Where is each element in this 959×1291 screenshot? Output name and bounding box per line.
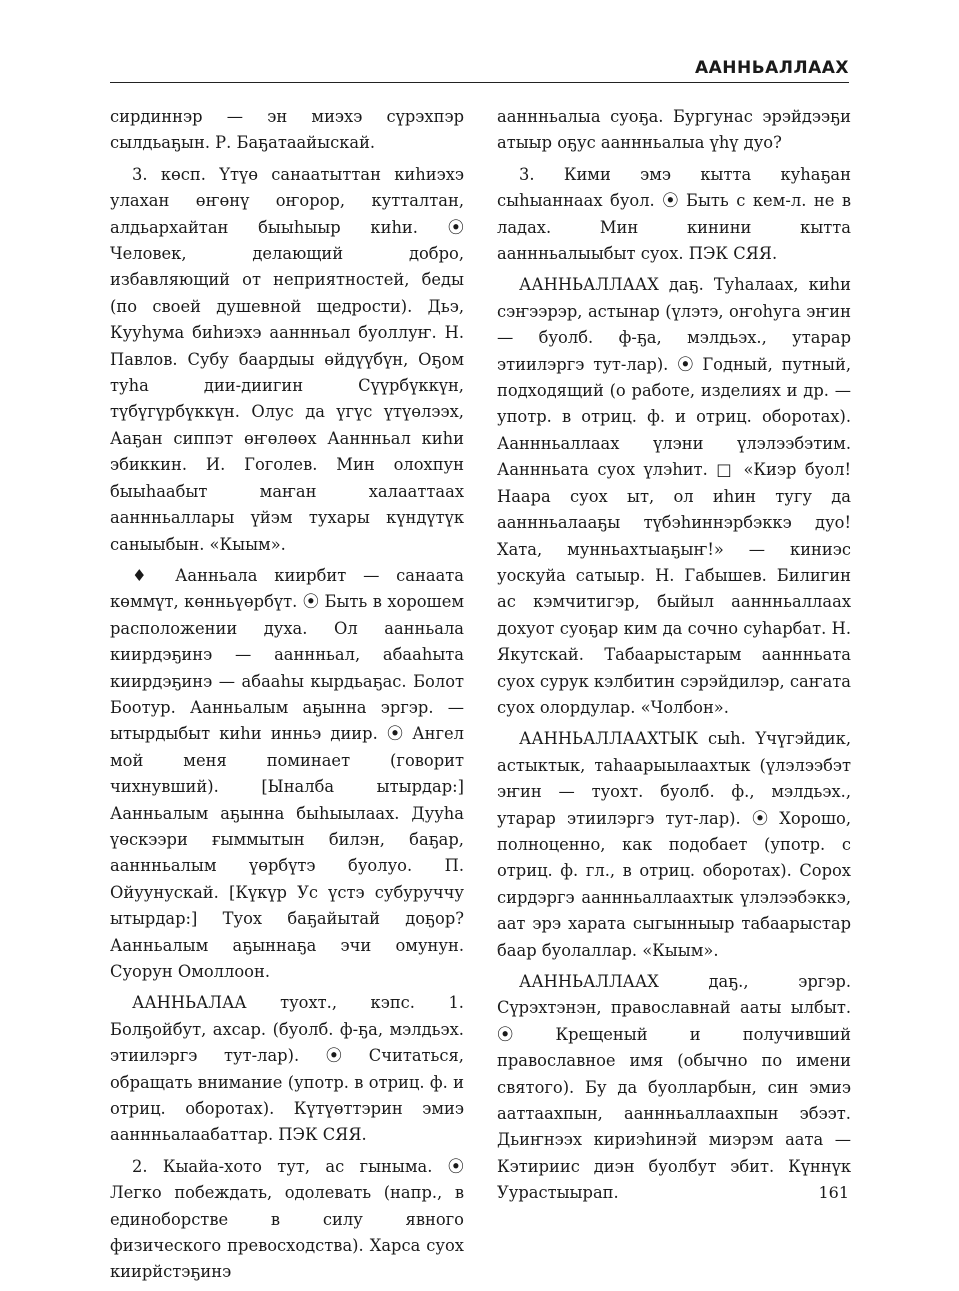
entry-paragraph: 2. Кыайа-хото тут, ас гыныма. ⦿ Легко побеждать, одолевать (напр., в единоборстве в силу явного физического превосходства). Харса суох киирйстэҕинэ xyxy=(110,1156,464,1282)
entry-paragraph: 3. Кими эмэ кытта куһаҕан сыһыаннаах буол. ⦿ Быть с кем-л. не в ладах. Мин кинини кытта ааннньалыыбыт суох. ПЭК СЯЯ. xyxy=(497,164,851,264)
entry-paragraph: сирдиннэр — эн миэхэ сүрэхпэр сылдьаҕын. Р. Баҕатаайыскай. xyxy=(110,107,464,153)
entry-paragraph: ааннньалыа суоҕа. Бургунас эрэйдээҕи атыыр оҕус ааннньалыа үһү дуо? xyxy=(497,107,851,153)
entry-paragraph: ААННЬАЛЛААХТЫК сыһ. Үчүгэйдик, астыктык, таһаарыылаахтык (үлэлээбэт эҥин — туохт. буолб. ф., мэлдьэх., утарар этиилэргэ тут-лар). ⦿ Хорошо, полноценно, как подобает (употр. с отриц. ф. гл., в отриц. оборотах). Сорох сирдэргэ ааннньаллаахтык үлэлээбэккэ, аат эрэ харата сыгынныыр табаарыстар баар буолаллар. «Кыым». xyxy=(497,729,851,960)
page-number: 161 xyxy=(818,1183,849,1202)
right-column xyxy=(497,104,851,1212)
header-rule xyxy=(110,82,849,83)
entry-paragraph: ААННЬАЛЛААХ даҕ., эргэр. Сүрэхтэнэн, православнай ааты ылбыт. ⦿ Крещеный и получивший православное имя (обычно по имени святого). Бу да буолларбын, син эмиэ ааттаахпын, ааннньаллаахпын эбээт. Дьиҥнээх кириэһинэй миэрэм аата — Кэтириис диэн буолбут эбит. Күннүк Уурастыырап. xyxy=(497,972,851,1203)
left-column xyxy=(110,104,464,1291)
entry-paragraph: ААННЬАЛЛААХ даҕ. Туһалаах, киһи сэҥээрэр, астынар (үлэтэ, оҥоһуга эҥин — буолб. ф-ҕа, мэлдьэх., утарар этиилэргэ тут-лар). ⦿ Годный, путный, подходящий (о работе, изделиях и др. — употр. в отриц. ф. и отриц. оборотах). Ааннньаллаах үлэни үлэлээбэтим. Ааннньата суох үлэһит. □ «Киэр буол! Наара суох ыт, ол иһин тугу да ааннньалааҕы түбэһиннэрбэккэ дуо! Хата, мунньахтыаҕыҥ!» — киниэс уоскуйа сатыыр. Н. Габышев. Билигин ас кэмчитигэр, быйыл ааннньаллаах дохуот суоҕар ким да сочно суһарбат. Н. Якутскай. Табаарыстарым ааннньата суох сурук кэлбитин сэрэйдилэр, саҥата суох олордулар. «Чолбон». xyxy=(497,275,851,717)
entry-paragraph: ♦ Аанньала киирбит — санаата көммүт, көнньүөрбүт. ⦿ Быть в хорошем расположении духа. Ол аанньала киирдэҕинэ — ааннньал, абааһыта киирдэҕинэ — абааһы кырдьаҕас. Болот Боотур. Аанньалым аҕынна эргэр. — ытырдыбыт киһи инньэ диир. ⦿ Ангел мой меня поминает (говорит чихнувший). [Ыналба ытырдар:] Аанньалым аҕынна быһыылаах. Дууһа үөскээри ғыммытын билэн, баҕар, ааннньалым үөрбүтэ буолуо. П. Ойуунускай. [Күкүр Ус үстэ субуруччу ытырдар:] Туох баҕайытай доҕор? Аанньалым аҕыннаҕа эчи омунун. Суорун Омоллоон. xyxy=(110,565,464,981)
entry-paragraph: 3. көсп. Үтүө санаатыттан киһиэхэ улахан өҥөнү оҥорор, кутталтан, алдьархайтан быыһыыр киһи. ⦿ Человек, делающий добро, избавляющий от неприятностей, беды (по своей душевной щедрости). Дьэ, Кууһума биһиэхэ ааннньал буоллуҥ. Н. Павлов. Субу баардыы өйдүүбүн, Оҕом туһа дии-диигин Сүүрбүккүн, түбүгүрбүккүн. Олус да үгүс үтүөлээх, Ааҕан сиппэт өҥөлөөх Ааннньал киһи эбиккин. И. Гоголев. Мин олохпун быыһаабыт маҥан халааттаах ааннньаллары үйэм тухары күндүтүк саныыбын. «Кыым». xyxy=(110,164,464,554)
running-head: ААННЬАЛЛААХ xyxy=(694,58,849,78)
entry-paragraph: ААННЬАЛАА туохт., кэпс. 1. Болҕойбут, ахсар. (буолб. ф-ҕа, мэлдьэх. этиилэргэ тут-лар). ⦿ Считаться, обращать внимание (употр. в отриц. ф. и отриц. оборотах). Күтүөттэрин эмиэ ааннньалаабаттар. ПЭК СЯЯ. xyxy=(110,993,464,1145)
